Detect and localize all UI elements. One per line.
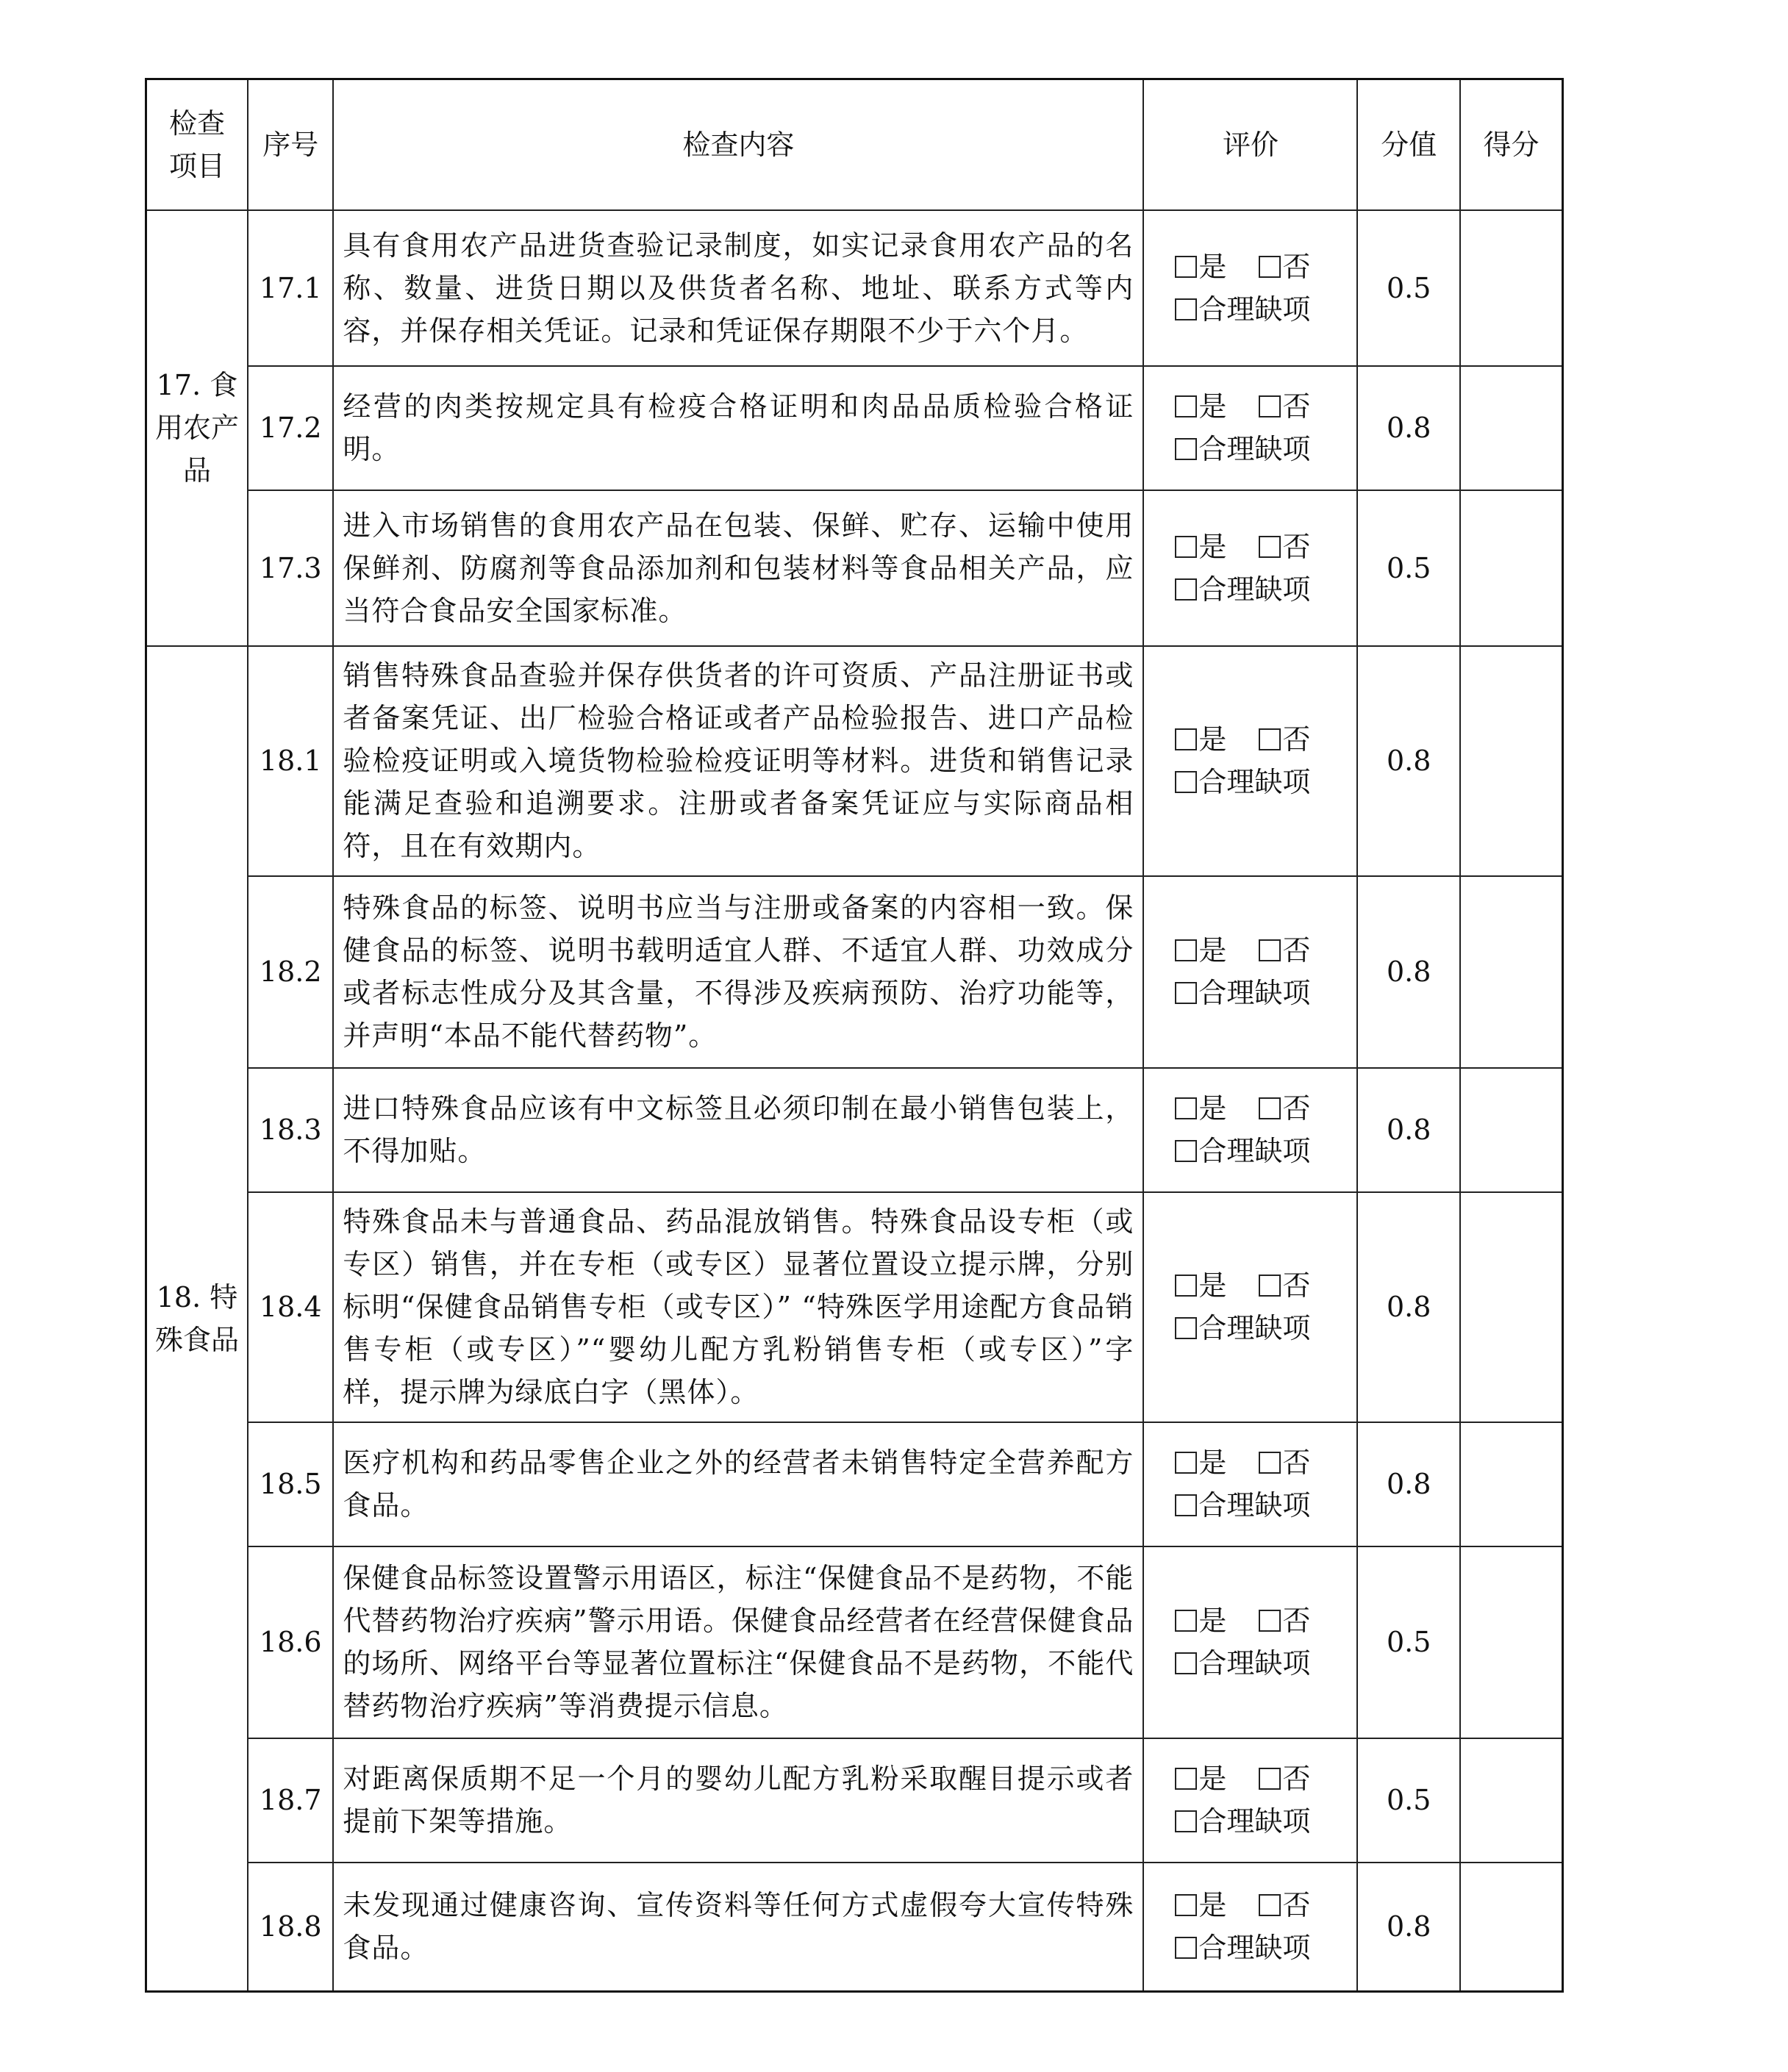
- header-no: 序号: [248, 79, 333, 210]
- table-row: [146, 1863, 1563, 1992]
- evaluation-cell: [1143, 490, 1357, 646]
- table-row: [146, 1546, 1563, 1738]
- na-label: 合理缺项: [1198, 977, 1311, 1009]
- score-cell[interactable]: [1460, 1068, 1563, 1192]
- evaluation-cell: [1143, 1863, 1357, 1992]
- na-label: 合理缺项: [1198, 766, 1311, 798]
- na-label: 合理缺项: [1198, 1932, 1311, 1965]
- evaluation-cell: [1143, 1738, 1357, 1863]
- table-row: [146, 876, 1563, 1068]
- row-number: 18.8: [248, 1863, 333, 1992]
- na-checkbox[interactable]: [1175, 1317, 1197, 1339]
- yes-label: 是: [1198, 1447, 1227, 1479]
- no-checkbox[interactable]: [1259, 395, 1281, 417]
- row-number: 18.6: [248, 1546, 333, 1738]
- header-value: 分值: [1357, 79, 1460, 210]
- table-row: [146, 210, 1563, 366]
- score-cell[interactable]: [1460, 366, 1563, 490]
- no-label: 否: [1282, 530, 1311, 563]
- row-content: 具有食用农产品进货查验记录制度，如实记录食用农产品的名称、数量、进货日期以及供货者名称、地址、联系方式等内容，并保存相关凭证。记录和凭证保存期限不少于六个月。: [333, 210, 1143, 366]
- yes-label: 是: [1198, 723, 1227, 756]
- row-value: 0.5: [1357, 1546, 1460, 1738]
- yes-checkbox[interactable]: [1175, 728, 1197, 750]
- na-label: 合理缺项: [1198, 1805, 1311, 1838]
- no-label: 否: [1282, 1447, 1311, 1479]
- yes-checkbox[interactable]: [1175, 1275, 1197, 1297]
- no-checkbox[interactable]: [1259, 939, 1281, 961]
- no-checkbox[interactable]: [1259, 1610, 1281, 1632]
- yes-label: 是: [1198, 390, 1227, 423]
- row-value: 0.8: [1357, 646, 1460, 876]
- header-content: 检查内容: [333, 79, 1143, 210]
- row-content: 销售特殊食品查验并保存供货者的许可资质、产品注册证书或者备案凭证、出厂检验合格证或者产品检验报告、进口产品检验检疫证明或入境货物检验检疫证明等材料。进货和销售记录能满足查验和追溯要求。注册或者备案凭证应与实际商品相符，且在有效期内。: [333, 646, 1143, 876]
- no-checkbox[interactable]: [1259, 1894, 1281, 1916]
- header-eval: 评价: [1143, 79, 1357, 210]
- yes-label: 是: [1198, 1763, 1227, 1795]
- row-value: 0.5: [1357, 490, 1460, 646]
- yes-label: 是: [1198, 530, 1227, 563]
- row-value: 0.8: [1357, 876, 1460, 1068]
- yes-label: 是: [1198, 1092, 1227, 1125]
- yes-checkbox[interactable]: [1175, 395, 1197, 417]
- row-number: 17.3: [248, 490, 333, 646]
- na-label: 合理缺项: [1198, 1135, 1311, 1167]
- na-label: 合理缺项: [1198, 1647, 1311, 1680]
- score-cell[interactable]: [1460, 646, 1563, 876]
- row-value: 0.5: [1357, 1738, 1460, 1863]
- score-cell[interactable]: [1460, 210, 1563, 366]
- table-row: [146, 490, 1563, 646]
- table-row: [146, 1738, 1563, 1863]
- yes-checkbox[interactable]: [1175, 1452, 1197, 1474]
- row-number: 17.2: [248, 366, 333, 490]
- evaluation-cell: [1143, 366, 1357, 490]
- yes-label: 是: [1198, 250, 1227, 283]
- na-checkbox[interactable]: [1175, 578, 1197, 601]
- header-score: 得分: [1460, 79, 1563, 210]
- row-number: 18.4: [248, 1192, 333, 1422]
- yes-checkbox[interactable]: [1175, 536, 1197, 558]
- evaluation-cell: [1143, 210, 1357, 366]
- row-content: 进口特殊食品应该有中文标签且必须印制在最小销售包装上，不得加贴。: [333, 1068, 1143, 1192]
- row-content: 医疗机构和药品零售企业之外的经营者未销售特定全营养配方食品。: [333, 1422, 1143, 1546]
- yes-label: 是: [1198, 1269, 1227, 1302]
- score-cell[interactable]: [1460, 1422, 1563, 1546]
- no-checkbox[interactable]: [1259, 1452, 1281, 1474]
- no-label: 否: [1282, 390, 1311, 423]
- no-label: 否: [1282, 1605, 1311, 1637]
- no-label: 否: [1282, 1889, 1311, 1922]
- row-value: 0.5: [1357, 210, 1460, 366]
- na-checkbox[interactable]: [1175, 1937, 1197, 1959]
- score-cell[interactable]: [1460, 490, 1563, 646]
- yes-checkbox[interactable]: [1175, 939, 1197, 961]
- no-label: 否: [1282, 250, 1311, 283]
- no-checkbox[interactable]: [1259, 256, 1281, 278]
- evaluation-cell: [1143, 876, 1357, 1068]
- row-number: 18.3: [248, 1068, 333, 1192]
- table-row: [146, 1192, 1563, 1422]
- na-checkbox[interactable]: [1175, 982, 1197, 1004]
- na-label: 合理缺项: [1198, 293, 1311, 326]
- row-number: 17.1: [248, 210, 333, 366]
- group-name: 17. 食用农产品: [146, 210, 248, 646]
- na-label: 合理缺项: [1198, 1312, 1311, 1344]
- row-number: 18.2: [248, 876, 333, 1068]
- na-checkbox[interactable]: [1175, 298, 1197, 320]
- evaluation-cell: [1143, 1546, 1357, 1738]
- row-value: 0.8: [1357, 1068, 1460, 1192]
- yes-label: 是: [1198, 1605, 1227, 1637]
- header-item: 检查项目: [146, 79, 248, 210]
- table-row: [146, 366, 1563, 490]
- no-label: 否: [1282, 934, 1311, 967]
- na-checkbox[interactable]: [1175, 438, 1197, 460]
- yes-checkbox[interactable]: [1175, 1894, 1197, 1916]
- na-checkbox[interactable]: [1175, 1652, 1197, 1674]
- evaluation-cell: [1143, 1068, 1357, 1192]
- na-checkbox[interactable]: [1175, 1810, 1197, 1832]
- no-label: 否: [1282, 1763, 1311, 1795]
- row-content: 经营的肉类按规定具有检疫合格证明和肉品品质检验合格证明。: [333, 366, 1143, 490]
- row-value: 0.8: [1357, 366, 1460, 490]
- na-checkbox[interactable]: [1175, 1494, 1197, 1516]
- no-checkbox[interactable]: [1259, 1275, 1281, 1297]
- evaluation-cell: [1143, 646, 1357, 876]
- row-content: 对距离保质期不足一个月的婴幼儿配方乳粉采取醒目提示或者提前下架等措施。: [333, 1738, 1143, 1863]
- row-content: 未发现通过健康咨询、宣传资料等任何方式虚假夸大宣传特殊食品。: [333, 1863, 1143, 1992]
- no-label: 否: [1282, 1269, 1311, 1302]
- row-number: 18.5: [248, 1422, 333, 1546]
- score-cell[interactable]: [1460, 1546, 1563, 1738]
- table-row: [146, 1068, 1563, 1192]
- table-row: [146, 646, 1563, 876]
- yes-checkbox[interactable]: [1175, 1610, 1197, 1632]
- na-label: 合理缺项: [1198, 433, 1311, 465]
- row-content: 特殊食品未与普通食品、药品混放销售。特殊食品设专柜（或专区）销售，并在专柜（或专区）显著位置设立提示牌，分别标明“保健食品销售专柜（或专区）” “特殊医学用途配方食品销售专柜（或专区）”“婴幼儿配方乳粉销售专柜（或专区）”字样，提示牌为绿底白字（黑体）。: [333, 1192, 1143, 1422]
- yes-label: 是: [1198, 1889, 1227, 1922]
- row-number: 18.7: [248, 1738, 333, 1863]
- row-content: 特殊食品的标签、说明书应当与注册或备案的内容相一致。保健食品的标签、说明书载明适宜人群、不适宜人群、功效成分或者标志性成分及其含量，不得涉及疾病预防、治疗功能等，并声明“本品不能代替药物”。: [333, 876, 1143, 1068]
- row-number: 18.1: [248, 646, 333, 876]
- yes-checkbox[interactable]: [1175, 1097, 1197, 1119]
- no-checkbox[interactable]: [1259, 536, 1281, 558]
- na-label: 合理缺项: [1198, 573, 1311, 606]
- row-content: 保健食品标签设置警示用语区，标注“保健食品不是药物，不能代替药物治疗疾病”警示用语。保健食品经营者在经营保健食品的场所、网络平台等显著位置标注“保健食品不是药物，不能代替药物治疗疾病”等消费提示信息。: [333, 1546, 1143, 1738]
- na-checkbox[interactable]: [1175, 771, 1197, 793]
- group-name: 18. 特殊食品: [146, 646, 248, 1992]
- na-label: 合理缺项: [1198, 1489, 1311, 1521]
- table-body: [146, 210, 1563, 1992]
- no-label: 否: [1282, 1092, 1311, 1125]
- no-checkbox[interactable]: [1259, 728, 1281, 750]
- evaluation-cell: [1143, 1422, 1357, 1546]
- evaluation-cell: [1143, 1192, 1357, 1422]
- row-value: 0.8: [1357, 1192, 1460, 1422]
- yes-checkbox[interactable]: [1175, 256, 1197, 278]
- score-cell[interactable]: [1460, 876, 1563, 1068]
- inspection-table: [145, 78, 1564, 1993]
- score-cell[interactable]: [1460, 1863, 1563, 1992]
- row-value: 0.8: [1357, 1422, 1460, 1546]
- score-cell[interactable]: [1460, 1192, 1563, 1422]
- no-label: 否: [1282, 723, 1311, 756]
- header-row: [146, 79, 1563, 210]
- no-checkbox[interactable]: [1259, 1097, 1281, 1119]
- row-value: 0.8: [1357, 1863, 1460, 1992]
- no-checkbox[interactable]: [1259, 1768, 1281, 1790]
- table-row: [146, 1422, 1563, 1546]
- na-checkbox[interactable]: [1175, 1140, 1197, 1162]
- yes-checkbox[interactable]: [1175, 1768, 1197, 1790]
- yes-label: 是: [1198, 934, 1227, 967]
- row-content: 进入市场销售的食用农产品在包装、保鲜、贮存、运输中使用保鲜剂、防腐剂等食品添加剂和包装材料等食品相关产品，应当符合食品安全国家标准。: [333, 490, 1143, 646]
- score-cell[interactable]: [1460, 1738, 1563, 1863]
